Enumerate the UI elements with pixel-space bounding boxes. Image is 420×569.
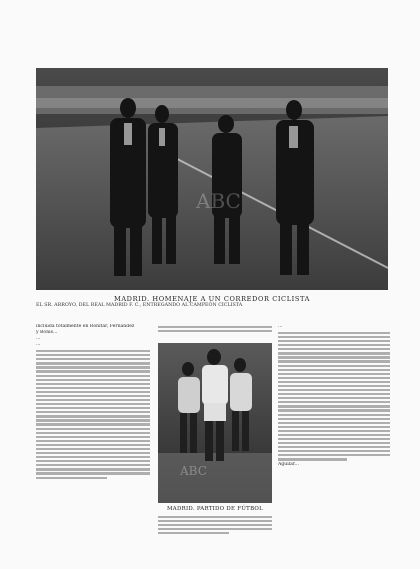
left-column bbox=[36, 324, 150, 560]
photo-ceremony-stadium-icon bbox=[36, 68, 388, 290]
left-column-body-filler bbox=[36, 350, 150, 479]
top-caption-title: MADRID. HOMENAJE A UN CORREDOR CICLISTA bbox=[113, 295, 311, 303]
right-column-line: ... bbox=[278, 324, 283, 329]
middle-column-top bbox=[158, 324, 272, 340]
photo-football-players-icon bbox=[158, 343, 272, 503]
right-column bbox=[278, 324, 390, 560]
photo-watermark: ABC bbox=[196, 189, 241, 213]
left-column-line: y Bonís... bbox=[36, 330, 58, 336]
right-column-line: Aguilar... bbox=[278, 462, 299, 468]
top-photograph bbox=[36, 68, 388, 290]
right-column-body-filler bbox=[278, 332, 390, 461]
left-column-line: ... bbox=[36, 342, 41, 348]
photo-watermark: ABC bbox=[180, 464, 207, 478]
top-caption-text: EL SR. ARROYO, DEL REAL MADRID F. C., ENTREGANDO AL CAMPEÓN CICLISTA bbox=[36, 303, 243, 308]
middle-photograph bbox=[158, 343, 272, 503]
middle-caption-title: MADRID. PARTIDO DE FÚTBOL bbox=[166, 506, 264, 512]
middle-caption-text bbox=[158, 514, 272, 536]
left-column-line: incluída totalmente en Ronitar, Fernández bbox=[36, 324, 135, 329]
left-column-line: ... bbox=[36, 336, 41, 342]
